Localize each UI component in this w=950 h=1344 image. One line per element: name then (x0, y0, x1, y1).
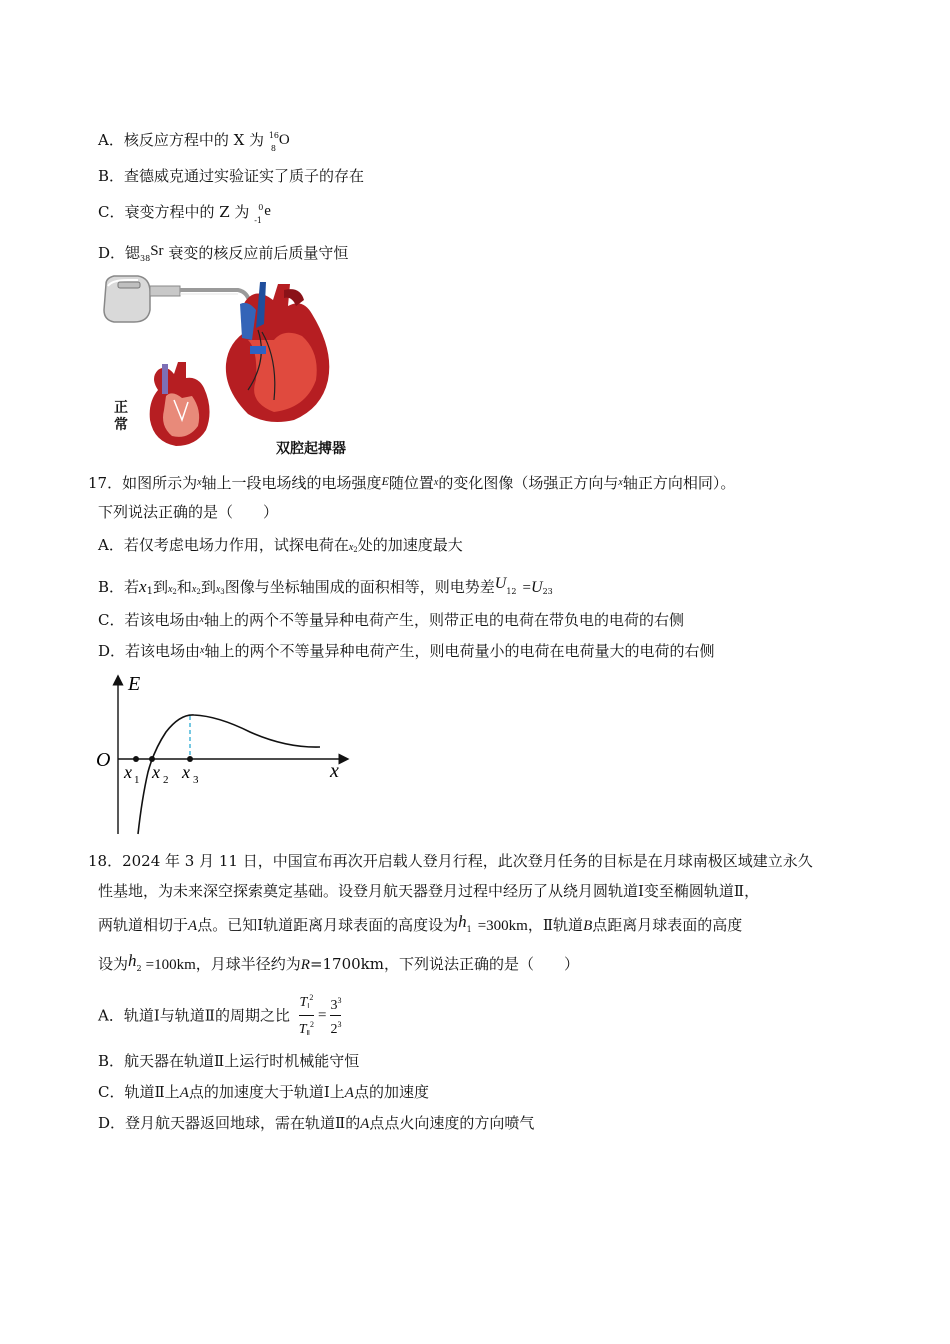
cube-ratio-fraction: $\frac{3^3}{2^3}$ (330, 996, 342, 1037)
nuclide-notation: 16 8 O (268, 131, 290, 153)
x3-label: x (182, 762, 190, 782)
q17-stem-line2: 下列说法正确的是（ ） (98, 503, 279, 521)
q17-option-b: B．若x1到x2和x2到x3图像与坐标轴围成的面积相等，则电势差U12 =U23 (98, 575, 553, 597)
q17-stem: 17．如图所示为$^x$轴上一段电场线的电场强度$^E$随位置$^x$的变化图像（场强正方向与$^x$轴正方向相同）。 (88, 474, 736, 492)
label-dual-chamber-pacemaker: 双腔起搏器 (276, 441, 346, 457)
q16-option-a: A．核反应方程中的 X 为 16 8 O (98, 131, 290, 153)
q17-option-a: A．若仅考虑电场力作用，试探电荷在x2处的加速度最大 (98, 536, 463, 554)
q18-stem-line2: 性基地，为未来深空探索奠定基础。设登月航天器登月过程中经历了从绕月圆轨道Ⅰ变至椭圆轨道Ⅱ， (98, 882, 760, 900)
pacemaker-device-icon (104, 276, 180, 322)
q18-stem-line3: 两轨道相切于A点。已知Ⅰ轨道距离月球表面的高度设为h1 =300km，Ⅱ轨道B点距离月球表面的高度 (98, 912, 743, 934)
x2-sub: 2 (163, 774, 169, 786)
q17-option-c: C．若该电场由$^x$轴上的两个不等量异种电荷产生，则带正电的电荷在带负电的电荷的右侧 (98, 611, 684, 629)
q16-option-b: B．查德威克通过实验证实了质子的存在 (98, 167, 365, 185)
q18-option-a: A．轨道Ⅰ与轨道Ⅱ的周期之比 $\frac{TⅠ^2}{TⅡ^2}$ = $\frac{3^3}{2^3}$ (98, 990, 345, 1034)
period-ratio-fraction: $\frac{TⅠ^2}{TⅡ^2}$ (298, 993, 314, 1037)
pacemaker-figure (98, 270, 368, 460)
electron-notation: 0 -1 e (254, 203, 271, 225)
small-heart-icon (150, 362, 210, 446)
origin-label: O (96, 749, 111, 771)
q18-option-c: C．轨道Ⅱ上A点的加速度大于轨道Ⅰ上A点的加速度 (98, 1083, 429, 1101)
x3-sub: 3 (193, 774, 199, 786)
q18-stem-line4: 设为h2 =100km，月球半径约为R=1700km，下列说法正确的是（ ） (98, 951, 579, 973)
x2-label: x (152, 762, 160, 782)
q16-option-c: C．衰变方程中的 Z 为 0 -1 e (98, 201, 276, 223)
q16-option-d: D．锶$_{38}$Sr 衰变的核反应前后质量守恒 (98, 243, 349, 263)
x1-label: x (124, 762, 132, 782)
q18-stem-line1: 18．2024 年 3 月 11 日，中国宣布再次开启载人登月行程，此次登月任务的目标是在月球南极区域建立永久 (88, 852, 813, 870)
x-axis-label: x (330, 760, 339, 782)
q18-option-b: B．航天器在轨道Ⅱ上运行时机械能守恒 (98, 1052, 360, 1070)
large-heart-icon (226, 282, 329, 422)
point-x1 (133, 756, 139, 762)
e-x-graph (90, 668, 360, 840)
y-axis-label: E (128, 673, 141, 695)
x1-sub: 1 (134, 774, 140, 786)
q17-option-d: D．若该电场由$^x$轴上的两个不等量异种电荷产生，则电荷量小的电荷在电荷量大的电荷的右侧 (98, 642, 715, 660)
label-normal: 正常 (114, 400, 128, 433)
q18-option-d: D．登月航天器返回地球，需在轨道Ⅱ的A点点火向速度的方向喷气 (98, 1114, 535, 1132)
